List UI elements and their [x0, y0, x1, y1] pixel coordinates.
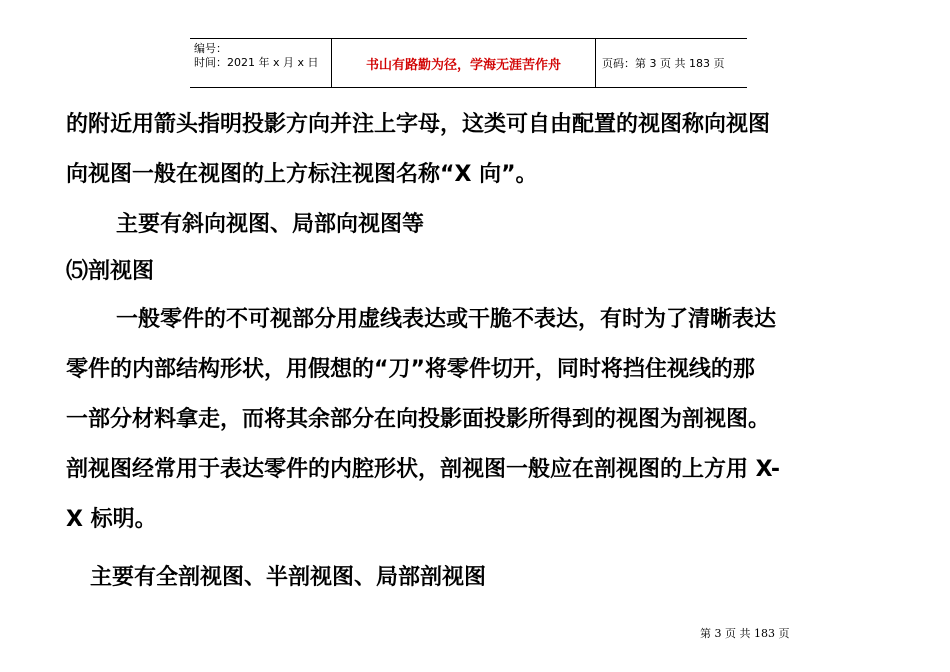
body-line: X 标明。: [66, 507, 157, 532]
header-meta-cell: [190, 39, 332, 87]
time-label: 时间：2021 年 x 月 x 日: [194, 56, 319, 69]
header-page-cell: [596, 39, 747, 87]
body-line: 向视图一般在视图的上方标注视图名称“X 向”。: [66, 162, 538, 187]
page-header: [190, 38, 747, 88]
body-line: 一部分材料拿走，而将其余部分在向投影面投影所得到的视图为剖视图。: [66, 407, 771, 432]
body-line: 主要有斜向视图、局部向视图等: [116, 212, 425, 237]
number-label: 编号：: [194, 42, 227, 55]
section-heading: ⑸剖视图: [66, 259, 155, 284]
footer-page-number: 第 3 页 共 183 页: [700, 627, 790, 640]
header-motto-cell: [332, 39, 596, 87]
body-line: 剖视图经常用于表达零件的内腔形状，剖视图一般应在剖视图的上方用 X-: [66, 457, 780, 482]
body-line: 主要有全剖视图、半剖视图、局部剖视图: [90, 565, 487, 590]
motto-text: 书山有路勤为径，学海无涯苦作舟: [365, 57, 561, 73]
body-line: 一般零件的不可视部分用虚线表达或干脆不表达，有时为了清晰表达: [116, 307, 777, 332]
page-label: 页码：第 3 页 共 183 页: [602, 57, 725, 70]
body-line: 零件的内部结构形状，用假想的“刀”将零件切开，同时将挡住视线的那: [66, 357, 755, 382]
body-line: 的附近用箭头指明投影方向并注上字母，这类可自由配置的视图称向视图: [66, 112, 771, 137]
